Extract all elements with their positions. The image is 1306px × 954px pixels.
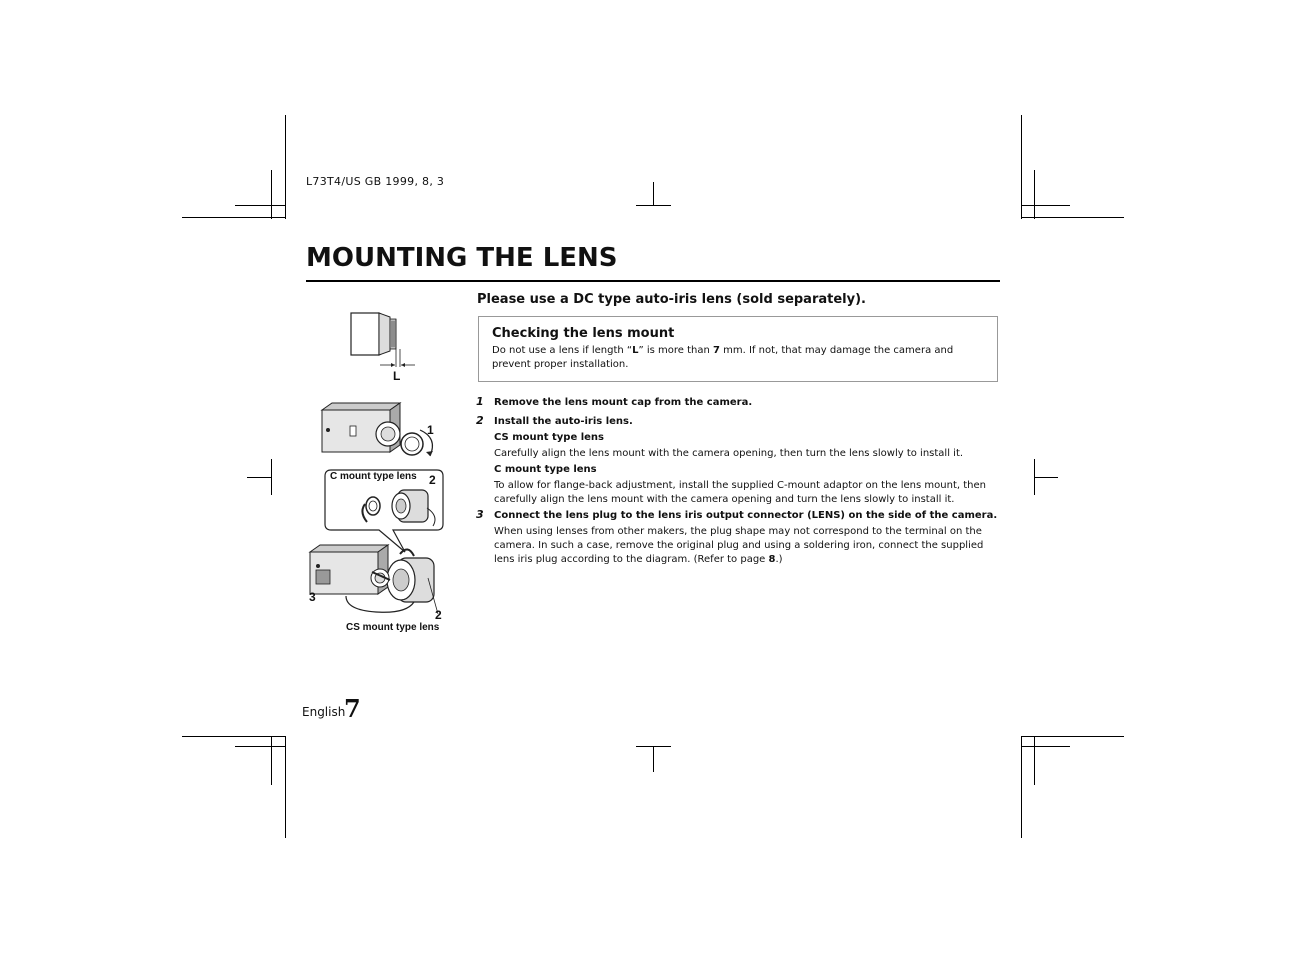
- figure-label-3: 3: [309, 590, 316, 604]
- c-mount-text: To allow for flange-back adjustment, install the supplied C-mount adaptor on the lens mount, then carefully align the lens mount with the camera opening and turn the lens slowly to install it.: [494, 480, 986, 505]
- file-id: L73T4/US GB 1999, 8, 3: [306, 175, 445, 188]
- cs-mount-label: CS mount type lens: [346, 622, 440, 633]
- step-heading: Connect the lens plug to the lens iris output connector (LENS) on the side of the camera.: [494, 510, 998, 521]
- step-3-text: When using lenses from other makers, the plug shape may not correspond to the terminal on the camera. In such a case, remove the original plug and using a soldering iron, connect the supplied lens iris plug according to the diagram. (Refer to page 8.): [494, 526, 984, 565]
- step-number: 3: [476, 508, 484, 521]
- page-number: 7: [344, 694, 361, 723]
- page-title: MOUNTING THE LENS: [306, 243, 618, 273]
- steps-list: [476, 396, 1000, 567]
- cs-mount-text: Carefully align the lens mount with the camera opening, then turn the lens slowly to install it.: [494, 448, 964, 459]
- lens-length-diagram: [340, 305, 430, 375]
- figure-label-2b: 2: [435, 608, 442, 622]
- note-heading: Checking the lens mount: [492, 326, 675, 341]
- c-mount-title: C mount type lens: [494, 464, 597, 475]
- intro-text: Please use a DC type auto-iris lens (sold separately).: [477, 292, 866, 307]
- note-text: Do not use a lens if length “L” is more than 7 mm. If not, that may damage the camera and prevent proper installation.: [492, 345, 954, 370]
- cs-mount-title: CS mount type lens: [494, 432, 604, 443]
- figure-label-1: 1: [427, 423, 434, 437]
- step-3: [476, 509, 1000, 567]
- footer-language: English: [302, 705, 346, 719]
- c-mount-label: C mount type lens: [330, 471, 417, 482]
- lens-mount-note: [478, 316, 998, 382]
- step-heading: Install the auto-iris lens.: [494, 416, 633, 427]
- figure-label-L: L: [393, 369, 401, 383]
- step-number: 2: [476, 414, 484, 427]
- figure-label-2: 2: [429, 473, 436, 487]
- step-2: [476, 415, 1000, 507]
- step-number: 1: [476, 395, 484, 408]
- step-1: [476, 396, 1000, 410]
- step-heading: Remove the lens mount cap from the camera.: [494, 397, 753, 408]
- title-rule: [306, 280, 1000, 282]
- camera-cs-lens-diagram: [306, 540, 446, 622]
